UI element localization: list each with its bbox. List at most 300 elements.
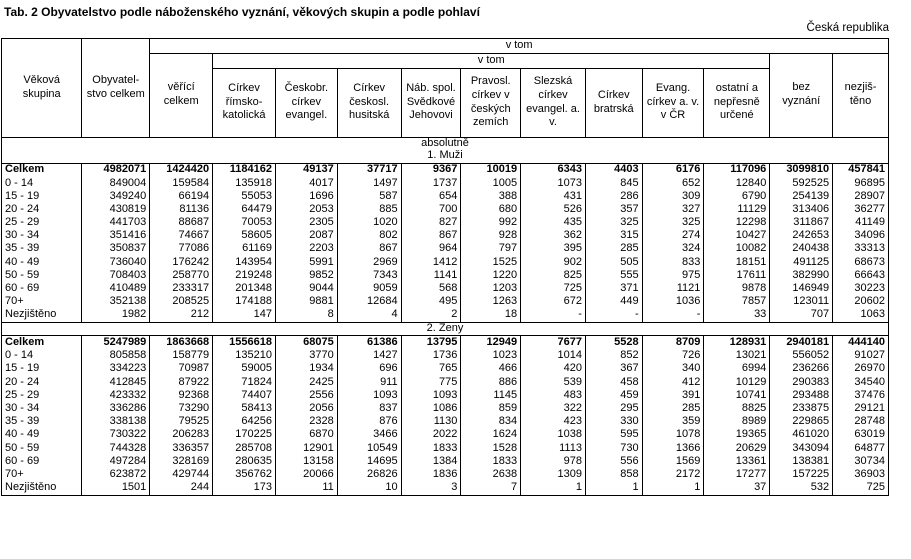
age-group-cell: 25 - 29 xyxy=(2,389,82,402)
value-cell: 700 xyxy=(401,203,461,216)
value-cell: 20602 xyxy=(833,295,889,308)
value-cell: 867 xyxy=(337,243,401,256)
value-cell: 324 xyxy=(642,243,704,256)
value-cell: 435 xyxy=(521,216,586,229)
value-cell: 11 xyxy=(275,481,337,495)
value-cell: 233875 xyxy=(770,402,833,415)
value-cell: 159584 xyxy=(150,177,213,190)
table-row xyxy=(2,243,889,256)
age-group-cell: 50 - 59 xyxy=(2,442,82,455)
value-cell: 254139 xyxy=(770,190,833,203)
value-cell: 170225 xyxy=(213,429,276,442)
value-cell: 66194 xyxy=(150,190,213,203)
value-cell: 285 xyxy=(642,402,704,415)
value-cell: 157225 xyxy=(770,468,833,481)
header-church: Pravosl. církev v českých zemích xyxy=(461,68,521,137)
value-cell: 4017 xyxy=(275,177,337,190)
value-cell: 9881 xyxy=(275,295,337,308)
value-cell: 71824 xyxy=(213,376,276,389)
value-cell: 1093 xyxy=(337,389,401,402)
value-cell: 206283 xyxy=(150,429,213,442)
table-row xyxy=(2,376,889,389)
value-cell: 12901 xyxy=(275,442,337,455)
header-church: ostatní a nepřesně určené xyxy=(704,68,770,137)
value-cell: 1384 xyxy=(401,455,461,468)
value-cell: 2638 xyxy=(461,468,521,481)
statistics-table xyxy=(1,38,889,496)
value-cell: 441703 xyxy=(82,216,150,229)
value-cell: 143954 xyxy=(213,256,276,269)
value-cell: 457841 xyxy=(833,163,889,177)
value-cell: 92368 xyxy=(150,389,213,402)
value-cell: 532 xyxy=(770,481,833,495)
value-cell: 158779 xyxy=(150,349,213,362)
value-cell: 212 xyxy=(150,309,213,323)
value-cell: 258770 xyxy=(150,269,213,282)
table-row xyxy=(2,203,889,216)
value-cell: 309 xyxy=(642,190,704,203)
value-cell: 1309 xyxy=(521,468,586,481)
age-group-cell: Celkem xyxy=(2,163,82,177)
value-cell: 12840 xyxy=(704,177,770,190)
value-cell: 1982 xyxy=(82,309,150,323)
value-cell: 1005 xyxy=(461,177,521,190)
value-cell: 233317 xyxy=(150,282,213,295)
value-cell: 12684 xyxy=(337,295,401,308)
value-cell: 1121 xyxy=(642,282,704,295)
value-cell: 2203 xyxy=(275,243,337,256)
value-cell: 327 xyxy=(642,203,704,216)
value-cell: 9852 xyxy=(275,269,337,282)
value-cell: 135918 xyxy=(213,177,276,190)
value-cell: 539 xyxy=(521,376,586,389)
value-cell: 14695 xyxy=(337,455,401,468)
value-cell: 343094 xyxy=(770,442,833,455)
value-cell: 123011 xyxy=(770,295,833,308)
value-cell: 58413 xyxy=(213,402,276,415)
age-group-cell: 70+ xyxy=(2,295,82,308)
value-cell: 74667 xyxy=(150,229,213,242)
value-cell: 5528 xyxy=(585,336,642,350)
value-cell: 34540 xyxy=(833,376,889,389)
value-cell: 147 xyxy=(213,309,276,323)
value-cell: 1014 xyxy=(521,349,586,362)
table-row xyxy=(2,229,889,242)
value-cell: 30223 xyxy=(833,282,889,295)
header-no-religion: bez vyznání xyxy=(770,53,833,137)
value-cell: 2425 xyxy=(275,376,337,389)
value-cell: 1 xyxy=(585,481,642,495)
value-cell: 592525 xyxy=(770,177,833,190)
value-cell: 6343 xyxy=(521,163,586,177)
value-cell: 351416 xyxy=(82,229,150,242)
value-cell: 63019 xyxy=(833,429,889,442)
section-row-absolute xyxy=(2,137,889,150)
value-cell: 505 xyxy=(585,256,642,269)
value-cell: 12949 xyxy=(461,336,521,350)
value-cell: 975 xyxy=(642,269,704,282)
value-cell: 652 xyxy=(642,177,704,190)
value-cell: 775 xyxy=(401,376,461,389)
value-cell: 1184162 xyxy=(213,163,276,177)
value-cell: 1086 xyxy=(401,402,461,415)
value-cell: 313406 xyxy=(770,203,833,216)
table-row xyxy=(2,349,889,362)
value-cell: 70053 xyxy=(213,216,276,229)
value-cell: 28748 xyxy=(833,415,889,428)
value-cell: 964 xyxy=(401,243,461,256)
value-cell: 730322 xyxy=(82,429,150,442)
value-cell: 174188 xyxy=(213,295,276,308)
value-cell: 4403 xyxy=(585,163,642,177)
value-cell: 730 xyxy=(585,442,642,455)
value-cell: 825 xyxy=(521,269,586,282)
value-cell: 1220 xyxy=(461,269,521,282)
table-row xyxy=(2,429,889,442)
value-cell: 382990 xyxy=(770,269,833,282)
value-cell: 1141 xyxy=(401,269,461,282)
value-cell: 672 xyxy=(521,295,586,308)
value-cell: 87922 xyxy=(150,376,213,389)
value-cell: 7 xyxy=(461,481,521,495)
section-label: 1. Muži xyxy=(2,150,889,163)
value-cell: 765 xyxy=(401,363,461,376)
value-cell: 444140 xyxy=(833,336,889,350)
age-group-cell: Celkem xyxy=(2,336,82,350)
table-row xyxy=(2,216,889,229)
value-cell: 91027 xyxy=(833,349,889,362)
value-cell: 845 xyxy=(585,177,642,190)
table-row xyxy=(2,481,889,495)
header-not-detected: nezjiš-těno xyxy=(833,53,889,137)
table-row xyxy=(2,415,889,428)
value-cell: 1501 xyxy=(82,481,150,495)
value-cell: 725 xyxy=(521,282,586,295)
value-cell: 867 xyxy=(401,229,461,242)
value-cell: 6870 xyxy=(275,429,337,442)
header-population-total: Obyvatel-stvo celkem xyxy=(82,39,150,138)
table-title: Tab. 2 Obyvatelstvo podle náboženského vyznání, věkových skupin a podle pohlaví xyxy=(4,5,480,19)
table-row xyxy=(2,363,889,376)
value-cell: 34096 xyxy=(833,229,889,242)
value-cell: 852 xyxy=(585,349,642,362)
value-cell: 10019 xyxy=(461,163,521,177)
value-cell: 41149 xyxy=(833,216,889,229)
value-cell: 1366 xyxy=(642,442,704,455)
value-cell: 466 xyxy=(461,363,521,376)
value-cell: 10129 xyxy=(704,376,770,389)
value-cell: 13795 xyxy=(401,336,461,350)
value-cell: 2305 xyxy=(275,216,337,229)
value-cell: 219248 xyxy=(213,269,276,282)
value-cell: 1 xyxy=(642,481,704,495)
value-cell: 5247989 xyxy=(82,336,150,350)
value-cell: 201348 xyxy=(213,282,276,295)
age-group-cell: 30 - 34 xyxy=(2,229,82,242)
age-group-cell: 70+ xyxy=(2,468,82,481)
value-cell: 388 xyxy=(461,190,521,203)
value-cell: 315 xyxy=(585,229,642,242)
value-cell: 371 xyxy=(585,282,642,295)
value-cell: 4 xyxy=(337,309,401,323)
value-cell: 556052 xyxy=(770,349,833,362)
value-cell: 68673 xyxy=(833,256,889,269)
table-row-total xyxy=(2,336,889,350)
value-cell: 885 xyxy=(337,203,401,216)
value-cell: 1528 xyxy=(461,442,521,455)
value-cell: 352138 xyxy=(82,295,150,308)
value-cell: 117096 xyxy=(704,163,770,177)
value-cell: 1833 xyxy=(461,455,521,468)
value-cell: 49137 xyxy=(275,163,337,177)
value-cell: 805858 xyxy=(82,349,150,362)
value-cell: 744328 xyxy=(82,442,150,455)
value-cell: 13021 xyxy=(704,349,770,362)
table-row xyxy=(2,256,889,269)
header-church: Českobr. církev evangel. xyxy=(275,68,337,137)
table-row xyxy=(2,295,889,308)
value-cell: 30734 xyxy=(833,455,889,468)
value-cell: 495 xyxy=(401,295,461,308)
value-cell: 70987 xyxy=(150,363,213,376)
value-cell: 356762 xyxy=(213,468,276,481)
value-cell: 79525 xyxy=(150,415,213,428)
value-cell: 138381 xyxy=(770,455,833,468)
value-cell: 1203 xyxy=(461,282,521,295)
value-cell: 7857 xyxy=(704,295,770,308)
section-label: 2. Ženy xyxy=(2,322,889,336)
table-row xyxy=(2,190,889,203)
age-group-cell: Nezjištěno xyxy=(2,481,82,495)
value-cell: 295 xyxy=(585,402,642,415)
value-cell: 849004 xyxy=(82,177,150,190)
table-row xyxy=(2,402,889,415)
value-cell: 430819 xyxy=(82,203,150,216)
value-cell: 173 xyxy=(213,481,276,495)
value-cell: 726 xyxy=(642,349,704,362)
value-cell: 357 xyxy=(585,203,642,216)
value-cell: 6994 xyxy=(704,363,770,376)
value-cell: 395 xyxy=(521,243,586,256)
value-cell: 1833 xyxy=(401,442,461,455)
value-cell: 9044 xyxy=(275,282,337,295)
value-cell: 797 xyxy=(461,243,521,256)
value-cell: 595 xyxy=(585,429,642,442)
value-cell: 412845 xyxy=(82,376,150,389)
value-cell: 325 xyxy=(585,216,642,229)
value-cell: 708403 xyxy=(82,269,150,282)
value-cell: 802 xyxy=(337,229,401,242)
value-cell: 1263 xyxy=(461,295,521,308)
value-cell: 33 xyxy=(704,309,770,323)
value-cell: 8989 xyxy=(704,415,770,428)
value-cell: 555 xyxy=(585,269,642,282)
value-cell: 20066 xyxy=(275,468,337,481)
value-cell: 55053 xyxy=(213,190,276,203)
value-cell: 274 xyxy=(642,229,704,242)
age-group-cell: 35 - 39 xyxy=(2,415,82,428)
value-cell: 6790 xyxy=(704,190,770,203)
value-cell: 1038 xyxy=(521,429,586,442)
header-church: Evang. církev a. v. v ČR xyxy=(642,68,704,137)
value-cell: 9059 xyxy=(337,282,401,295)
age-group-cell: 0 - 14 xyxy=(2,177,82,190)
value-cell: 696 xyxy=(337,363,401,376)
value-cell: 587 xyxy=(337,190,401,203)
value-cell: 834 xyxy=(461,415,521,428)
value-cell: 10082 xyxy=(704,243,770,256)
value-cell: 28907 xyxy=(833,190,889,203)
value-cell: 2556 xyxy=(275,389,337,402)
value-cell: 1093 xyxy=(401,389,461,402)
value-cell: 526 xyxy=(521,203,586,216)
value-cell: 290383 xyxy=(770,376,833,389)
value-cell: 420 xyxy=(521,363,586,376)
value-cell: 2022 xyxy=(401,429,461,442)
value-cell: 391 xyxy=(642,389,704,402)
value-cell: 1412 xyxy=(401,256,461,269)
value-cell: 10741 xyxy=(704,389,770,402)
value-cell: 340 xyxy=(642,363,704,376)
value-cell: 1023 xyxy=(461,349,521,362)
value-cell: 429744 xyxy=(150,468,213,481)
table-row xyxy=(2,468,889,481)
value-cell: 2056 xyxy=(275,402,337,415)
value-cell: 8825 xyxy=(704,402,770,415)
value-cell: 2940181 xyxy=(770,336,833,350)
value-cell: 146949 xyxy=(770,282,833,295)
value-cell: 81136 xyxy=(150,203,213,216)
header-church: Církev bratrská xyxy=(585,68,642,137)
value-cell: 229865 xyxy=(770,415,833,428)
value-cell: 13361 xyxy=(704,455,770,468)
value-cell: - xyxy=(585,309,642,323)
value-cell: 8 xyxy=(275,309,337,323)
value-cell: 7343 xyxy=(337,269,401,282)
value-cell: 330 xyxy=(585,415,642,428)
header-church: Slezská církev evangel. a. v. xyxy=(521,68,586,137)
section-row xyxy=(2,150,889,163)
age-group-cell: 25 - 29 xyxy=(2,216,82,229)
value-cell: 10 xyxy=(337,481,401,495)
value-cell: 336357 xyxy=(150,442,213,455)
value-cell: 1073 xyxy=(521,177,586,190)
value-cell: 556 xyxy=(585,455,642,468)
header-v-tom-outer: v tom xyxy=(150,39,889,54)
value-cell: 26970 xyxy=(833,363,889,376)
value-cell: 928 xyxy=(461,229,521,242)
value-cell: 1569 xyxy=(642,455,704,468)
value-cell: 4982071 xyxy=(82,163,150,177)
age-group-cell: 15 - 19 xyxy=(2,190,82,203)
age-group-cell: 35 - 39 xyxy=(2,243,82,256)
value-cell: 1145 xyxy=(461,389,521,402)
value-cell: 449 xyxy=(585,295,642,308)
value-cell: 336286 xyxy=(82,402,150,415)
table-row xyxy=(2,442,889,455)
value-cell: 8709 xyxy=(642,336,704,350)
value-cell: 707 xyxy=(770,309,833,323)
value-cell: 59005 xyxy=(213,363,276,376)
header-age-group: Věková skupina xyxy=(2,39,82,138)
table-row xyxy=(2,309,889,323)
value-cell: 1525 xyxy=(461,256,521,269)
value-cell: 37476 xyxy=(833,389,889,402)
value-cell: 992 xyxy=(461,216,521,229)
value-cell: 859 xyxy=(461,402,521,415)
value-cell: 2328 xyxy=(275,415,337,428)
value-cell: 61386 xyxy=(337,336,401,350)
value-cell: 978 xyxy=(521,455,586,468)
value-cell: 736040 xyxy=(82,256,150,269)
value-cell: 325 xyxy=(642,216,704,229)
table-row xyxy=(2,455,889,468)
value-cell: 128931 xyxy=(704,336,770,350)
age-group-cell: 0 - 14 xyxy=(2,349,82,362)
value-cell: 431 xyxy=(521,190,586,203)
value-cell: 135210 xyxy=(213,349,276,362)
age-group-cell: 60 - 69 xyxy=(2,282,82,295)
value-cell: 362 xyxy=(521,229,586,242)
value-cell: 3770 xyxy=(275,349,337,362)
value-cell: 2053 xyxy=(275,203,337,216)
header-believers-total: věřící celkem xyxy=(150,53,213,137)
table-row xyxy=(2,389,889,402)
value-cell: 1556618 xyxy=(213,336,276,350)
value-cell: 1078 xyxy=(642,429,704,442)
value-cell: 37717 xyxy=(337,163,401,177)
value-cell: 64256 xyxy=(213,415,276,428)
value-cell: 61169 xyxy=(213,243,276,256)
age-group-cell: 50 - 59 xyxy=(2,269,82,282)
value-cell: 36903 xyxy=(833,468,889,481)
header-church: Náb. spol. Svědkové Jehovovi xyxy=(401,68,461,137)
age-group-cell: 40 - 49 xyxy=(2,429,82,442)
age-group-cell: 20 - 24 xyxy=(2,376,82,389)
value-cell: 328169 xyxy=(150,455,213,468)
value-cell: 37 xyxy=(704,481,770,495)
value-cell: - xyxy=(521,309,586,323)
value-cell: 338138 xyxy=(82,415,150,428)
value-cell: 11129 xyxy=(704,203,770,216)
value-cell: 423 xyxy=(521,415,586,428)
value-cell: 1063 xyxy=(833,309,889,323)
age-group-cell: 40 - 49 xyxy=(2,256,82,269)
value-cell: 2969 xyxy=(337,256,401,269)
value-cell: 286 xyxy=(585,190,642,203)
value-cell: 17277 xyxy=(704,468,770,481)
value-cell: 10549 xyxy=(337,442,401,455)
value-cell: 12298 xyxy=(704,216,770,229)
value-cell: 827 xyxy=(401,216,461,229)
age-group-cell: 15 - 19 xyxy=(2,363,82,376)
value-cell: 58605 xyxy=(213,229,276,242)
value-cell: 13158 xyxy=(275,455,337,468)
value-cell: 886 xyxy=(461,376,521,389)
value-cell: 18 xyxy=(461,309,521,323)
value-cell: 208525 xyxy=(150,295,213,308)
value-cell: 911 xyxy=(337,376,401,389)
value-cell: 654 xyxy=(401,190,461,203)
value-cell: 458 xyxy=(585,376,642,389)
value-cell: 88687 xyxy=(150,216,213,229)
value-cell: 29121 xyxy=(833,402,889,415)
value-cell: 3466 xyxy=(337,429,401,442)
value-cell: 410489 xyxy=(82,282,150,295)
value-cell: 176242 xyxy=(150,256,213,269)
value-cell: 244 xyxy=(150,481,213,495)
value-cell: 858 xyxy=(585,468,642,481)
